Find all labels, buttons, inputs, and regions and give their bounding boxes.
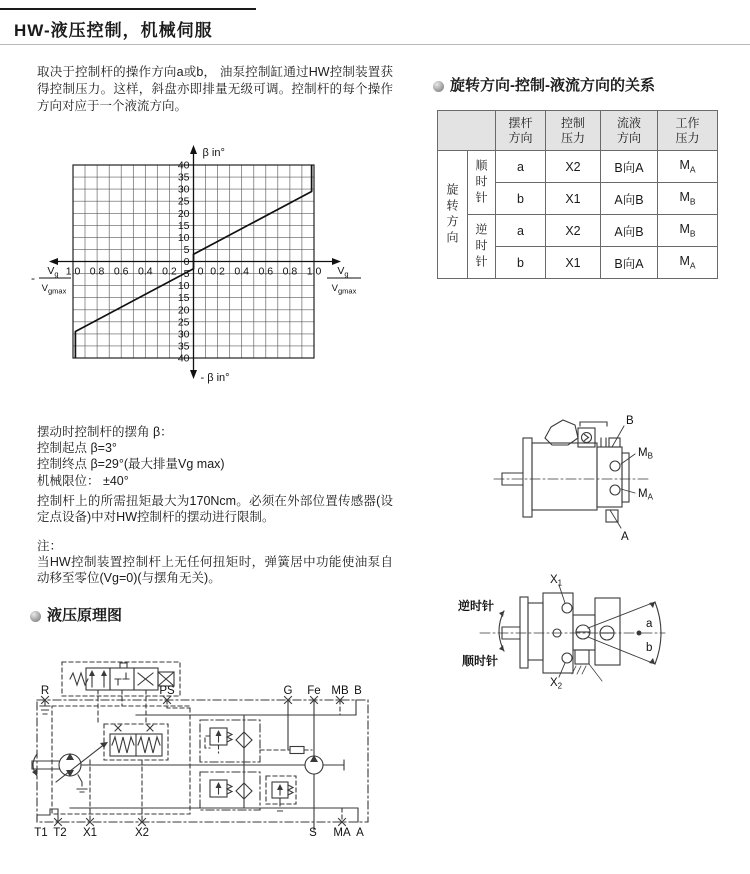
svg-text:1.0: 1.0 <box>306 265 322 278</box>
table-corner-cell <box>438 111 496 151</box>
section-bullet-icon <box>433 81 444 92</box>
port-x1 <box>562 603 572 613</box>
tank-connection <box>37 809 58 822</box>
cell-pilot: X1 <box>546 247 601 279</box>
col-header-pilot: 控制 压力 <box>546 111 601 151</box>
pump-housing <box>532 443 597 510</box>
row-group-rotation: 旋转方向 <box>438 151 468 279</box>
svg-text:0.2: 0.2 <box>210 265 225 278</box>
note-text: 当HW控制装置控制杆上无任何扭矩时，弹簧居中功能使油泵自动移至零位(Vg=0)(与摆角无关)。 <box>37 555 393 586</box>
note-label: 注： <box>37 539 63 553</box>
spec-line: 机械限位： ±40° <box>37 473 129 488</box>
cell-work: $M_A$ <box>658 247 718 279</box>
stroking-cylinder <box>104 724 168 760</box>
section-title-schematic: 液压原理图 <box>47 607 123 624</box>
svg-text:5: 5 <box>183 243 190 256</box>
svg-text:β in°: β in° <box>202 147 225 159</box>
relief-valve-group-upper <box>200 720 260 762</box>
cell-lever: a <box>496 215 546 247</box>
input-shaft <box>32 761 59 769</box>
svg-text:Vgmax: $V_{gmax}$ <box>331 283 357 296</box>
svg-text:35: 35 <box>177 340 190 353</box>
svg-text:30: 30 <box>177 328 190 341</box>
cell-work: $M_A$ <box>658 151 718 183</box>
mounting-flange <box>523 438 532 517</box>
cell-pilot: X2 <box>546 215 601 247</box>
hw-lever-symbol <box>158 672 174 686</box>
port-label-fe: Fe <box>307 685 321 697</box>
control-lever-housing <box>545 420 578 445</box>
svg-text:0.4: 0.4 <box>137 265 153 278</box>
svg-text:0.6: 0.6 <box>113 265 129 278</box>
spec-block <box>37 424 225 489</box>
table-row <box>438 215 718 247</box>
cell-work: $M_B$ <box>658 215 718 247</box>
hydraulic-schematic <box>22 658 394 870</box>
svg-text:20: 20 <box>177 304 190 317</box>
note-block <box>37 538 393 587</box>
port-label-a: A <box>356 827 364 839</box>
cell-lever: b <box>496 183 546 215</box>
spec-line: 控制终点 β=29°(最大排量Vg max) <box>37 457 225 472</box>
svg-text:10: 10 <box>177 280 190 293</box>
svg-text:0.6: 0.6 <box>258 265 274 278</box>
port-label-t2: T2 <box>53 827 67 839</box>
intro-paragraph: 取决于控制杆的操作方向a或b， 油泵控制缸通过HW控制装置获得控制压力。这样，斜盘亦即排量无级可调。控制杆的每个操作方向对应于一个液流方向。 <box>37 65 393 113</box>
cell-pilot: X1 <box>546 183 601 215</box>
svg-text:Vg: $V_g$ <box>47 265 59 279</box>
port-mb <box>610 461 620 471</box>
orifice <box>290 747 304 754</box>
svg-text:- β in°: - β in° <box>200 372 230 384</box>
svg-text:20: 20 <box>177 207 190 220</box>
svg-text:0.8: 0.8 <box>89 265 105 278</box>
svg-text:15: 15 <box>177 219 190 232</box>
svg-text:10: 10 <box>177 231 190 244</box>
port-label-x2: X2 <box>134 827 150 839</box>
port-label-ma: MA <box>333 827 351 839</box>
label-b: B <box>626 415 634 427</box>
label-cw: 顺时针 <box>462 654 499 668</box>
port-label-g: G <box>283 685 293 697</box>
schematic-boundary <box>37 700 368 822</box>
svg-text:35: 35 <box>177 171 190 184</box>
port-r-drain <box>40 700 50 714</box>
label-b-direction: b <box>646 642 653 654</box>
page-title: HW-液压控制，机械伺服 <box>14 21 213 40</box>
svg-text:0: 0 <box>183 256 190 268</box>
aux-relief-valve <box>266 776 296 811</box>
title-top-rule <box>0 8 256 10</box>
col-header-lever: 摆杆 方向 <box>496 111 546 151</box>
port-label-r: R <box>40 685 50 697</box>
header-divider <box>0 44 750 45</box>
svg-text:0: 0 <box>197 265 204 278</box>
torque-paragraph: 控制杆上的所需扭矩最大为170Ncm。必须在外部位置传感器(设定点设备)中对HW控制杆的摆动进行限制。 <box>37 494 393 525</box>
svg-text:40: 40 <box>177 159 190 172</box>
valve-block <box>597 447 622 507</box>
cell-flow: A向B <box>601 215 658 247</box>
port-label-t1: T1 <box>34 827 48 839</box>
cell-flow: B向A <box>601 247 658 279</box>
control-lever <box>580 422 607 426</box>
port-label-b: B <box>354 685 362 697</box>
svg-text:30: 30 <box>177 183 190 196</box>
relief-valve-group-lower <box>200 772 260 810</box>
port-label-x1: X1 <box>82 827 98 839</box>
port-label-mb: MB <box>331 685 349 697</box>
section-bullet-icon <box>30 611 41 622</box>
cell-lever: a <box>496 151 546 183</box>
svg-text:5: 5 <box>183 268 190 281</box>
cell-work: $M_B$ <box>658 183 718 215</box>
cell-pilot: X2 <box>546 151 601 183</box>
col-header-flow: 流液 方向 <box>601 111 658 151</box>
port-label-ps: PS <box>159 685 175 697</box>
svg-text:40: 40 <box>177 352 190 365</box>
port-label-s: S <box>309 827 317 839</box>
spec-line: 控制起点 β=3° <box>37 441 117 456</box>
cell-flow: A向B <box>601 183 658 215</box>
col-header-work: 工作 压力 <box>658 111 718 151</box>
svg-text:0.8: 0.8 <box>282 265 298 278</box>
table-header-row <box>438 111 718 151</box>
label-a: A <box>621 531 629 543</box>
boost-pump <box>305 755 323 774</box>
row-group-cw: 顺时针 <box>468 151 496 215</box>
label-a-direction: a <box>646 618 653 630</box>
relation-table <box>437 110 718 279</box>
svg-text:1.0: 1.0 <box>65 265 81 278</box>
port-marks <box>42 697 346 826</box>
label-ma: $M_A$ <box>638 488 653 502</box>
pivot-dot <box>637 631 642 636</box>
label-x2: $X_2$ <box>550 677 563 691</box>
label-mb: $M_B$ <box>638 447 653 461</box>
table-row <box>438 151 718 183</box>
mounting-flange <box>520 597 528 668</box>
svg-text:25: 25 <box>177 195 190 208</box>
lever-block <box>595 598 620 665</box>
spec-heading: 摆动时控制杆的摆角 β： <box>37 425 173 439</box>
label-x1: $X_1$ <box>550 574 563 588</box>
svg-text:-: - <box>31 271 35 285</box>
main-pump <box>56 742 108 792</box>
svg-text:15: 15 <box>177 292 190 305</box>
pump-top-view-drawing <box>450 553 750 693</box>
pump-side-view-drawing <box>488 398 668 548</box>
section-title-relation: 旋转方向-控制-液流方向的关系 <box>450 77 655 94</box>
label-ccw: 逆时针 <box>458 599 495 613</box>
cell-flow: B向A <box>601 151 658 183</box>
svg-text:0.2: 0.2 <box>162 265 177 278</box>
svg-text:25: 25 <box>177 316 190 329</box>
svg-text:Vgmax: $V_{gmax}$ <box>41 283 67 296</box>
control-angle-chart <box>30 140 390 388</box>
svg-text:0.4: 0.4 <box>234 265 250 278</box>
control-box <box>578 428 595 447</box>
svg-text:Vg: $V_g$ <box>337 265 349 279</box>
valve-spring <box>70 673 88 685</box>
port-ma <box>610 485 620 495</box>
row-group-ccw: 逆时针 <box>468 215 496 279</box>
cell-lever: b <box>496 247 546 279</box>
port-x2 <box>562 653 572 663</box>
